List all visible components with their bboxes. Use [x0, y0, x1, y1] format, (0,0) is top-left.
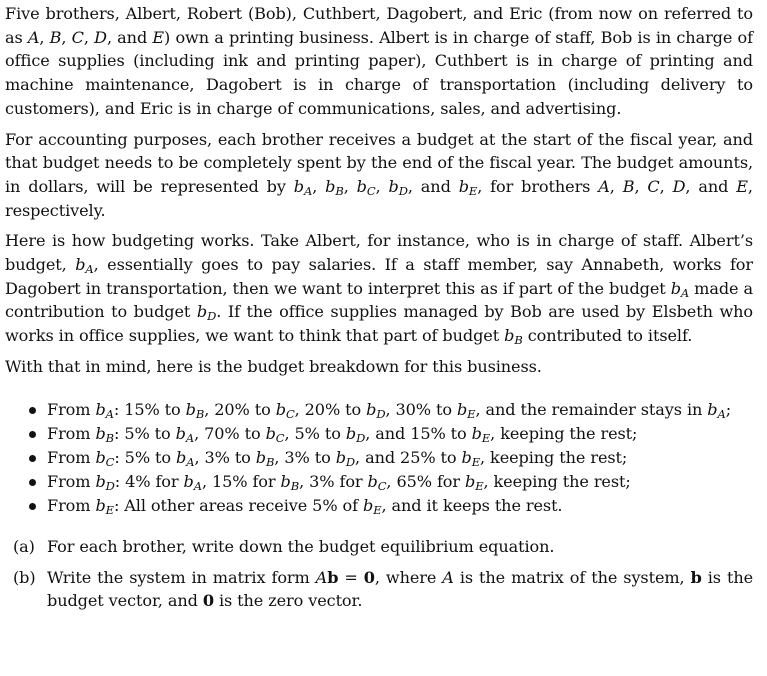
math-variable: A	[598, 176, 610, 196]
math-variable: A	[27, 27, 40, 47]
list-item	[5, 446, 753, 470]
budget-variable: bA	[293, 176, 313, 198]
question-text: Write the system in matrix form Ab = 0, where A is the matrix of the system, b is the budget vector, and 0 is the zero vector.	[47, 567, 754, 611]
bold-symbol: 0	[202, 591, 214, 611]
list-item	[5, 398, 753, 422]
list-item-text: From bA: 15% to bB, 20% to bC, 20% to bD, 30% to bE, and the remainder stays in bA;	[47, 399, 732, 421]
list-item-text: From bC: 5% to bA, 3% to bB, 3% to bD, and 25% to bE, keeping the rest;	[47, 447, 628, 469]
bold-symbol: 0	[363, 567, 375, 587]
bullet-icon	[29, 503, 36, 510]
math-variable: A	[442, 567, 454, 587]
question-label: (b)	[13, 567, 36, 587]
budget-variable: bB	[185, 399, 205, 421]
budget-variable: bE	[465, 472, 484, 494]
paragraph-budget-explanation: Here is how budgeting works. Take Albert, for instance, who is in charge of staff. Albert’s budget, bA, essentially goes to pay salaries. If a staff member, say Annabeth, works for Dagobert in transportation, then we want to interpret this as if part of the budget bA made a contribution to budget bD. If the office supplies managed by Bob are used by Elsbeth who works in office supplies, we want to think that part of budget bB contributed to itself.	[5, 231, 754, 348]
list-item	[5, 494, 753, 518]
budget-variable: bB	[255, 447, 275, 469]
budget-variable: bA	[670, 278, 690, 300]
list-item-text: From bE: All other areas receive 5% of bE, and it keeps the rest.	[47, 496, 563, 518]
budget-variable: bB	[325, 176, 344, 198]
question-text: For each brother, write down the budget equilibrium equation.	[47, 537, 555, 557]
math-variable: C	[647, 176, 660, 196]
budget-variable: bA	[183, 472, 202, 494]
question-label: (a)	[13, 537, 35, 557]
budget-variable: bB	[280, 472, 300, 494]
question-a	[5, 535, 753, 559]
question-list	[5, 535, 753, 613]
budget-variable: bC	[265, 423, 285, 445]
budget-breakdown-list	[5, 398, 753, 519]
budget-variable: bE	[471, 423, 491, 445]
bullet-icon	[29, 407, 36, 414]
list-item-text: From bB: 5% to bA, 70% to bC, 5% to bD, and 15% to bE, keeping the rest;	[47, 423, 638, 445]
budget-variable: bC	[367, 472, 387, 494]
budget-variable: bA	[176, 447, 195, 469]
list-item	[5, 470, 753, 494]
paragraph-breakdown-intro: With that in mind, here is the budget breakdown for this business.	[5, 356, 542, 376]
bullet-icon	[29, 455, 36, 462]
budget-variable: bD	[366, 399, 386, 421]
math-variable: E	[736, 176, 748, 196]
bullet-icon	[29, 431, 36, 438]
bullet-icon	[29, 479, 36, 486]
budget-variable: bE	[458, 176, 478, 198]
paragraph-intro: Five brothers, Albert, Robert (Bob), Cuthbert, Dagobert, and Eric (from now on referred to as A, B, C, D, and E) own a printing business. Albert is in charge of staff, Bob is in charge of office supplies (including ink and printing paper), Cuthbert is in charge of printing and machine maintenance, Dagobert is in charge of transportation (including delivery to customers), and Eric is in charge of communications, sales, and advertising.	[5, 4, 753, 118]
budget-variable: bE	[363, 496, 382, 518]
bold-symbol: b	[327, 567, 339, 587]
math-variable: E	[152, 27, 165, 47]
budget-variable: bC	[356, 176, 376, 198]
budget-variable: bD	[95, 472, 115, 494]
budget-variable: bA	[95, 399, 114, 421]
budget-variable: bA	[175, 423, 195, 445]
math-variable: C	[71, 27, 84, 47]
budget-variable: bD	[388, 176, 408, 198]
bold-symbol: b	[690, 567, 702, 587]
math-variable: B	[622, 176, 635, 196]
math-variable: D	[672, 176, 686, 196]
budget-variable: bA	[75, 255, 94, 277]
budget-variable: bD	[196, 302, 217, 324]
budget-variable: bE	[461, 447, 481, 469]
math-variable: A	[315, 567, 328, 587]
list-item-text: From bD: 4% for bA, 15% for bB, 3% for bC, 65% for bE, keeping the rest;	[47, 472, 631, 494]
budget-variable: bE	[95, 496, 114, 518]
paragraph-budget-definition: For accounting purposes, each brother receives a budget at the start of the fiscal year, and that budget needs to be completely spent by the end of the fiscal year. The budget amounts, in dollars, will be represented by bA, bB, bC, bD, and bE, for brothers A, B, C, D, and E, respectively.	[5, 129, 753, 220]
budget-variable: bC	[95, 447, 115, 469]
question-b	[5, 566, 753, 613]
budget-variable: bB	[504, 326, 523, 348]
budget-variable: bB	[95, 423, 114, 445]
budget-variable: bC	[275, 399, 295, 421]
budget-variable: bD	[345, 423, 366, 445]
list-item	[5, 422, 753, 446]
math-variable: D	[94, 27, 107, 47]
budget-variable: bE	[456, 399, 476, 421]
budget-variable: bA	[707, 399, 726, 421]
math-variable: B	[49, 27, 62, 47]
budget-variable: bD	[335, 447, 356, 469]
